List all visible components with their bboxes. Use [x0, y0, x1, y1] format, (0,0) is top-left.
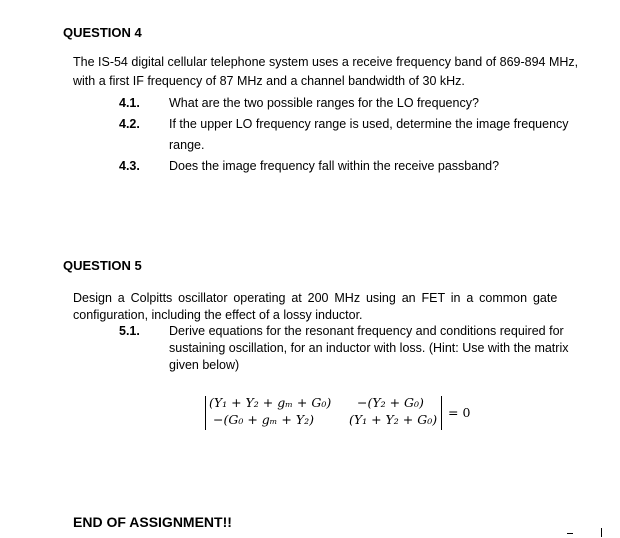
- matrix-r1c1: (Y₁ + Y₂ + gₘ + G₀): [209, 395, 332, 410]
- determinant-left-bar: [205, 396, 206, 430]
- question-4-2-text-line-2: range.: [169, 138, 205, 152]
- question-5-heading: QUESTION 5: [63, 258, 142, 273]
- question-4-2-text-line-1: If the upper LO frequency range is used, determine the image frequency: [169, 117, 569, 131]
- question-4-intro-line-1: The IS-54 digital cellular telephone system uses a receive frequency band of 869-894 MHz,: [73, 55, 579, 69]
- question-4-3-number: 4.3.: [119, 159, 140, 173]
- matrix-r2c1: −(G₀ + gₘ + Y₂): [213, 412, 314, 427]
- question-4-heading: QUESTION 4: [63, 25, 142, 40]
- question-5-1-text-line-3: given below): [169, 358, 240, 372]
- text-cursor-mark: [601, 528, 602, 537]
- question-4-intro-line-2: with a first IF frequency of 87 MHz and a channel bandwidth of 30 kHz.: [73, 74, 465, 88]
- matrix-r1c2: −(Y₂ + G₀): [357, 395, 424, 410]
- question-5-intro-line-2: configuration, including the effect of a lossy inductor.: [73, 308, 363, 322]
- question-4-1-number: 4.1.: [119, 96, 140, 110]
- matrix-r2c2: (Y₁ + Y₂ + G₀): [349, 412, 438, 427]
- question-4-1-text: What are the two possible ranges for the LO frequency?: [169, 96, 479, 110]
- question-5-intro-line-1: Design a Colpitts oscillator operating at 200 MHz using an FET in a common gate: [73, 291, 558, 305]
- matrix-equals-zero: = 0: [448, 405, 471, 420]
- question-5-1-number: 5.1.: [119, 324, 140, 338]
- question-5-1-text-line-2: sustaining oscillation, for an inductor with loss. (Hint: Use with the matrix: [169, 341, 569, 355]
- question-5-1-text-line-1: Derive equations for the resonant frequency and conditions required for: [169, 324, 564, 338]
- determinant-right-bar: [441, 396, 442, 430]
- page-edge-mark: [567, 533, 573, 534]
- end-of-assignment-text: END OF ASSIGNMENT!!: [73, 514, 232, 530]
- question-4-2-number: 4.2.: [119, 117, 140, 131]
- question-4-3-text: Does the image frequency fall within the receive passband?: [169, 159, 500, 173]
